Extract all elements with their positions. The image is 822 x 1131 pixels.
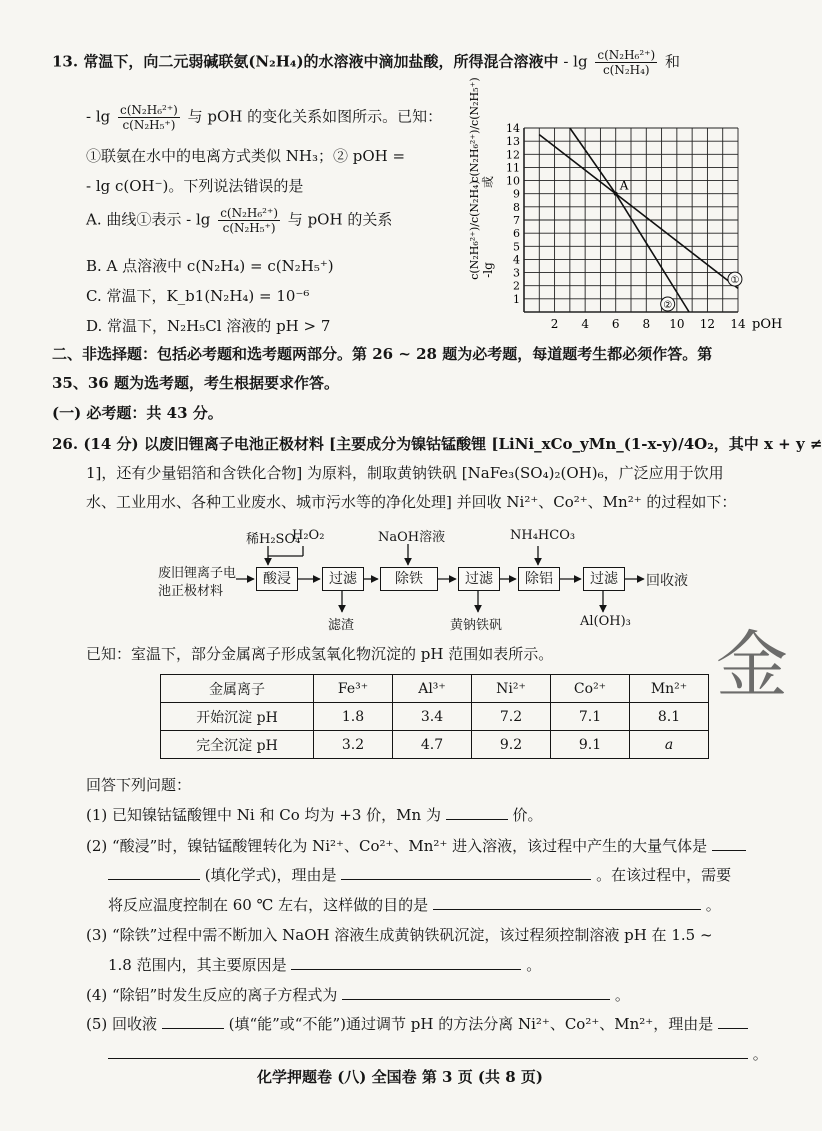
y-tick-label: 5	[513, 240, 520, 254]
question-1	[86, 803, 543, 826]
y-tick-label: 11	[506, 161, 520, 175]
answer-blank-q4[interactable]	[342, 983, 610, 1000]
point-a-label: A	[619, 178, 629, 193]
question-3-line2	[108, 953, 541, 976]
y-tick-label: 4	[513, 253, 520, 267]
y-tick-label: 2	[513, 279, 520, 293]
table-header-cell: Co²⁺	[551, 675, 630, 703]
flow-reagent-nh4hco3: NH₄HCO₃	[510, 528, 576, 543]
table-header-cell: Ni²⁺	[472, 675, 551, 703]
question-2-reason-label: (填化学式)，理由是	[204, 866, 337, 884]
series-label: ②	[663, 300, 673, 312]
question-4	[86, 983, 630, 1006]
handwritten-mark	[712, 612, 800, 712]
y-tick-label: 12	[506, 148, 520, 162]
table-cell: 3.4	[393, 703, 472, 731]
q13-line2-tail: 与 pOH 的变化关系如图所示。已知：	[187, 107, 443, 126]
x-tick-label: 4	[581, 317, 589, 331]
flow-step-filter-1: 过滤	[322, 567, 364, 591]
chart-ylabel-lg: -lg	[481, 262, 495, 278]
answer-blank-q5-can[interactable]	[162, 1012, 224, 1029]
question-2-temp: 将反应温度控制在 60 ℃ 左右，这样做的目的是	[108, 896, 429, 914]
x-tick-label: 10	[669, 317, 685, 331]
x-tick-label: 8	[642, 317, 651, 331]
flow-product: 回收液	[646, 573, 688, 589]
flow-step-remove-al: 除铝	[518, 567, 560, 591]
table-cell: a	[630, 731, 709, 759]
chart-ylabel-top: c(N₂H₆²⁺)/c(N₂H₅⁺)	[468, 77, 481, 183]
x-tick-label: 6	[611, 317, 620, 331]
table-cell: 开始沉淀 pH	[161, 703, 314, 731]
q13-and: 和	[664, 52, 680, 71]
q13-neg-lg: - lg	[563, 52, 588, 71]
table-header-row	[161, 675, 709, 703]
flow-out-residue: 滤渣	[328, 618, 355, 633]
q13-fraction-2-denominator: c(N₂H₅⁺)	[122, 118, 176, 132]
series-label: ①	[730, 275, 740, 287]
table-header-cell: Al³⁺	[393, 675, 472, 703]
precipitation-ph-table	[160, 674, 709, 759]
q13-fraction-1-denominator: c(N₂H₄)	[602, 63, 650, 77]
question-2-line2	[108, 863, 731, 886]
table-cell: 1.8	[314, 703, 393, 731]
table-cell: 8.1	[630, 703, 709, 731]
table-header-cell: 金属离子	[161, 675, 314, 703]
question-5-period: 。	[752, 1045, 768, 1063]
y-tick-label: 8	[513, 200, 520, 214]
question-2-tail: 。在该过程中，需要	[596, 866, 732, 884]
q13-option-a-neg-lg: - lg	[186, 210, 211, 229]
x-tick-label: 14	[730, 317, 746, 331]
page-footer: 化学押题卷 (八) 全国卷 第 3 页 (共 8 页)	[256, 1068, 544, 1086]
questions-intro: 回答下列问题：	[86, 776, 192, 794]
flow-step-filter-3: 过滤	[583, 567, 625, 591]
q13-fraction-1-numerator: c(N₂H₆²⁺)	[597, 48, 656, 62]
known-statement: 已知：室温下，部分金属离子形成氢氧化物沉淀的 pH 范围如表所示。	[86, 645, 554, 663]
q13-stem-start: 13. 常温下，向二元弱碱联氨(N₂H₄)的水溶液中滴加盐酸，所得混合溶液中	[52, 52, 559, 71]
question-5-line1	[86, 1012, 748, 1035]
y-tick-label: 14	[506, 122, 520, 135]
table-row	[161, 703, 709, 731]
flow-reagent-h2so4: 稀H₂SO₄	[246, 532, 301, 547]
table-cell: 7.1	[551, 703, 630, 731]
q26-line1-text: 26. (14 分) 以废旧锂离子电池正极材料 [主要成分为镍钴锰酸锂 [LiNi_xCo_yMn_(1-x-y)/4O₂，其中 x + y ≠	[52, 435, 822, 453]
flow-step-remove-iron: 除铁	[380, 567, 438, 591]
q13-neg-lg-2: - lg	[86, 107, 111, 126]
table-cell: 7.2	[472, 703, 551, 731]
section2-line2: 35、36 题为选考题，考生根据要求作答。	[52, 374, 339, 392]
table-row	[161, 731, 709, 759]
answer-blank-q2-gas[interactable]	[712, 834, 746, 851]
answer-blank-q1[interactable]	[446, 803, 508, 820]
answer-blank-q5-reason-start[interactable]	[718, 1012, 748, 1029]
x-tick-label: 12	[699, 317, 716, 331]
table-header-cell: Fe³⁺	[314, 675, 393, 703]
flow-reagent-h2o2: H₂O₂	[292, 528, 325, 543]
answer-blank-q2-temp[interactable]	[433, 893, 701, 910]
flow-step-acid-leach: 酸浸	[256, 567, 298, 591]
x-tick-label: 2	[550, 317, 559, 331]
question-4-period: 。	[614, 986, 630, 1004]
q13-option-d: D. 常温下，N₂H₅Cl 溶液的 pH > 7	[86, 317, 331, 335]
answer-blank-q2-reason[interactable]	[341, 863, 591, 880]
q13-option-a-denominator: c(N₂H₅⁺)	[222, 221, 276, 235]
question-5-post: (填“能”或“不能”)通过调节 pH 的方法分离 Ni²⁺、Co²⁺、Mn²⁺，理由是	[228, 1015, 714, 1033]
flow-out-aloh3: Al(OH)₃	[580, 614, 631, 629]
answer-blank-q3[interactable]	[291, 953, 521, 970]
y-tick-label: 10	[506, 174, 520, 188]
table-cell: 9.2	[472, 731, 551, 759]
q13-line4: - lg c(OH⁻)。下列说法错误的是	[86, 177, 304, 195]
q13-line3: ①联氨在水中的电离方式类似 NH₃；② pOH =	[86, 147, 406, 165]
q13-option-a-numerator: c(N₂H₆²⁺)	[220, 206, 279, 220]
flow-out-jarosite: 黄钠铁矾	[450, 618, 503, 633]
y-tick-label: 7	[513, 214, 520, 227]
table-cell: 完全沉淀 pH	[161, 731, 314, 759]
question-1-text: (1) 已知镍钴锰酸锂中 Ni 和 Co 均为 +3 价，Mn 为	[86, 806, 441, 824]
question-4-text: (4) “除铝”时发生反应的离子方程式为	[86, 986, 338, 1004]
question-3-text: 1.8 范围内，其主要原因是	[108, 956, 287, 974]
q13-option-c: C. 常温下，K_b1(N₂H₄) = 10⁻⁶	[86, 287, 310, 305]
table-header-cell: Mn²⁺	[630, 675, 709, 703]
section2-sub: (一) 必考题：共 43 分。	[52, 404, 223, 422]
question-2-text: (2) “酸浸”时，镍钴锰酸锂转化为 Ni²⁺、Co²⁺、Mn²⁺ 进入溶液，该过程中产生的大量气体是	[86, 837, 708, 855]
y-tick-label: 9	[513, 187, 520, 201]
answer-blank-q2-formula[interactable]	[108, 863, 200, 880]
q13-option-b: B. A 点溶液中 c(N₂H₄) = c(N₂H₅⁺)	[86, 257, 334, 275]
flow-raw-line2: 池正极材料	[158, 584, 224, 599]
question-5-line2	[108, 1042, 768, 1065]
q13-option-a-pre: A. 曲线①表示	[86, 210, 182, 229]
question-2-period: 。	[705, 896, 721, 914]
question-1-post: 价。	[512, 806, 543, 824]
flow-step-filter-2: 过滤	[458, 567, 500, 591]
section2-line1: 二、非选择题：包括必考题和选考题两部分。第 26 ~ 28 题为必考题，每道题考生都必须作答。第	[52, 345, 713, 363]
y-tick-label: 3	[513, 266, 520, 280]
q13-option-a-post: 与 pOH 的关系	[287, 210, 393, 229]
chart-ylabel-bottom: c(N₂H₆²⁺)/c(N₂H₄)	[468, 180, 481, 280]
q13-fraction-2-numerator: c(N₂H₆²⁺)	[120, 103, 178, 117]
flow-raw-line1: 废旧锂离子电	[158, 566, 237, 581]
flow-reagent-naoh: NaOH溶液	[378, 530, 446, 545]
y-tick-label: 1	[513, 292, 520, 306]
table-cell: 3.2	[314, 731, 393, 759]
question-5-pre: (5) 回收液	[86, 1015, 158, 1033]
answer-blank-q5-reason[interactable]	[108, 1042, 748, 1059]
q26-line2: 1]，还有少量铝箔和含铁化合物] 为原料，制取黄钠铁矾 [NaFe₃(SO₄)₂(OH)₆，广泛应用于饮用	[86, 464, 724, 482]
chart-ylabel-or: 或	[481, 175, 495, 189]
chart-xlabel: pOH	[752, 317, 783, 332]
handwritten-mark-glyph: 金	[716, 623, 789, 707]
question-2-line1	[86, 834, 746, 857]
question-2-line3	[108, 893, 721, 916]
y-tick-label: 6	[513, 227, 520, 241]
y-tick-label: 13	[506, 135, 520, 149]
q26-line3: 水、工业用水、各种工业废水、城市污水等的净化处理] 并回收 Ni²⁺、Co²⁺、Mn²⁺ 的过程如下：	[86, 493, 737, 511]
question-3-period: 。	[526, 956, 542, 974]
table-cell: 4.7	[393, 731, 472, 759]
question-3-line1: (3) “除铁”过程中需不断加入 NaOH 溶液生成黄钠铁矾沉淀，该过程须控制溶液 pH 在 1.5 ~	[86, 926, 713, 944]
table-cell: 9.1	[551, 731, 630, 759]
